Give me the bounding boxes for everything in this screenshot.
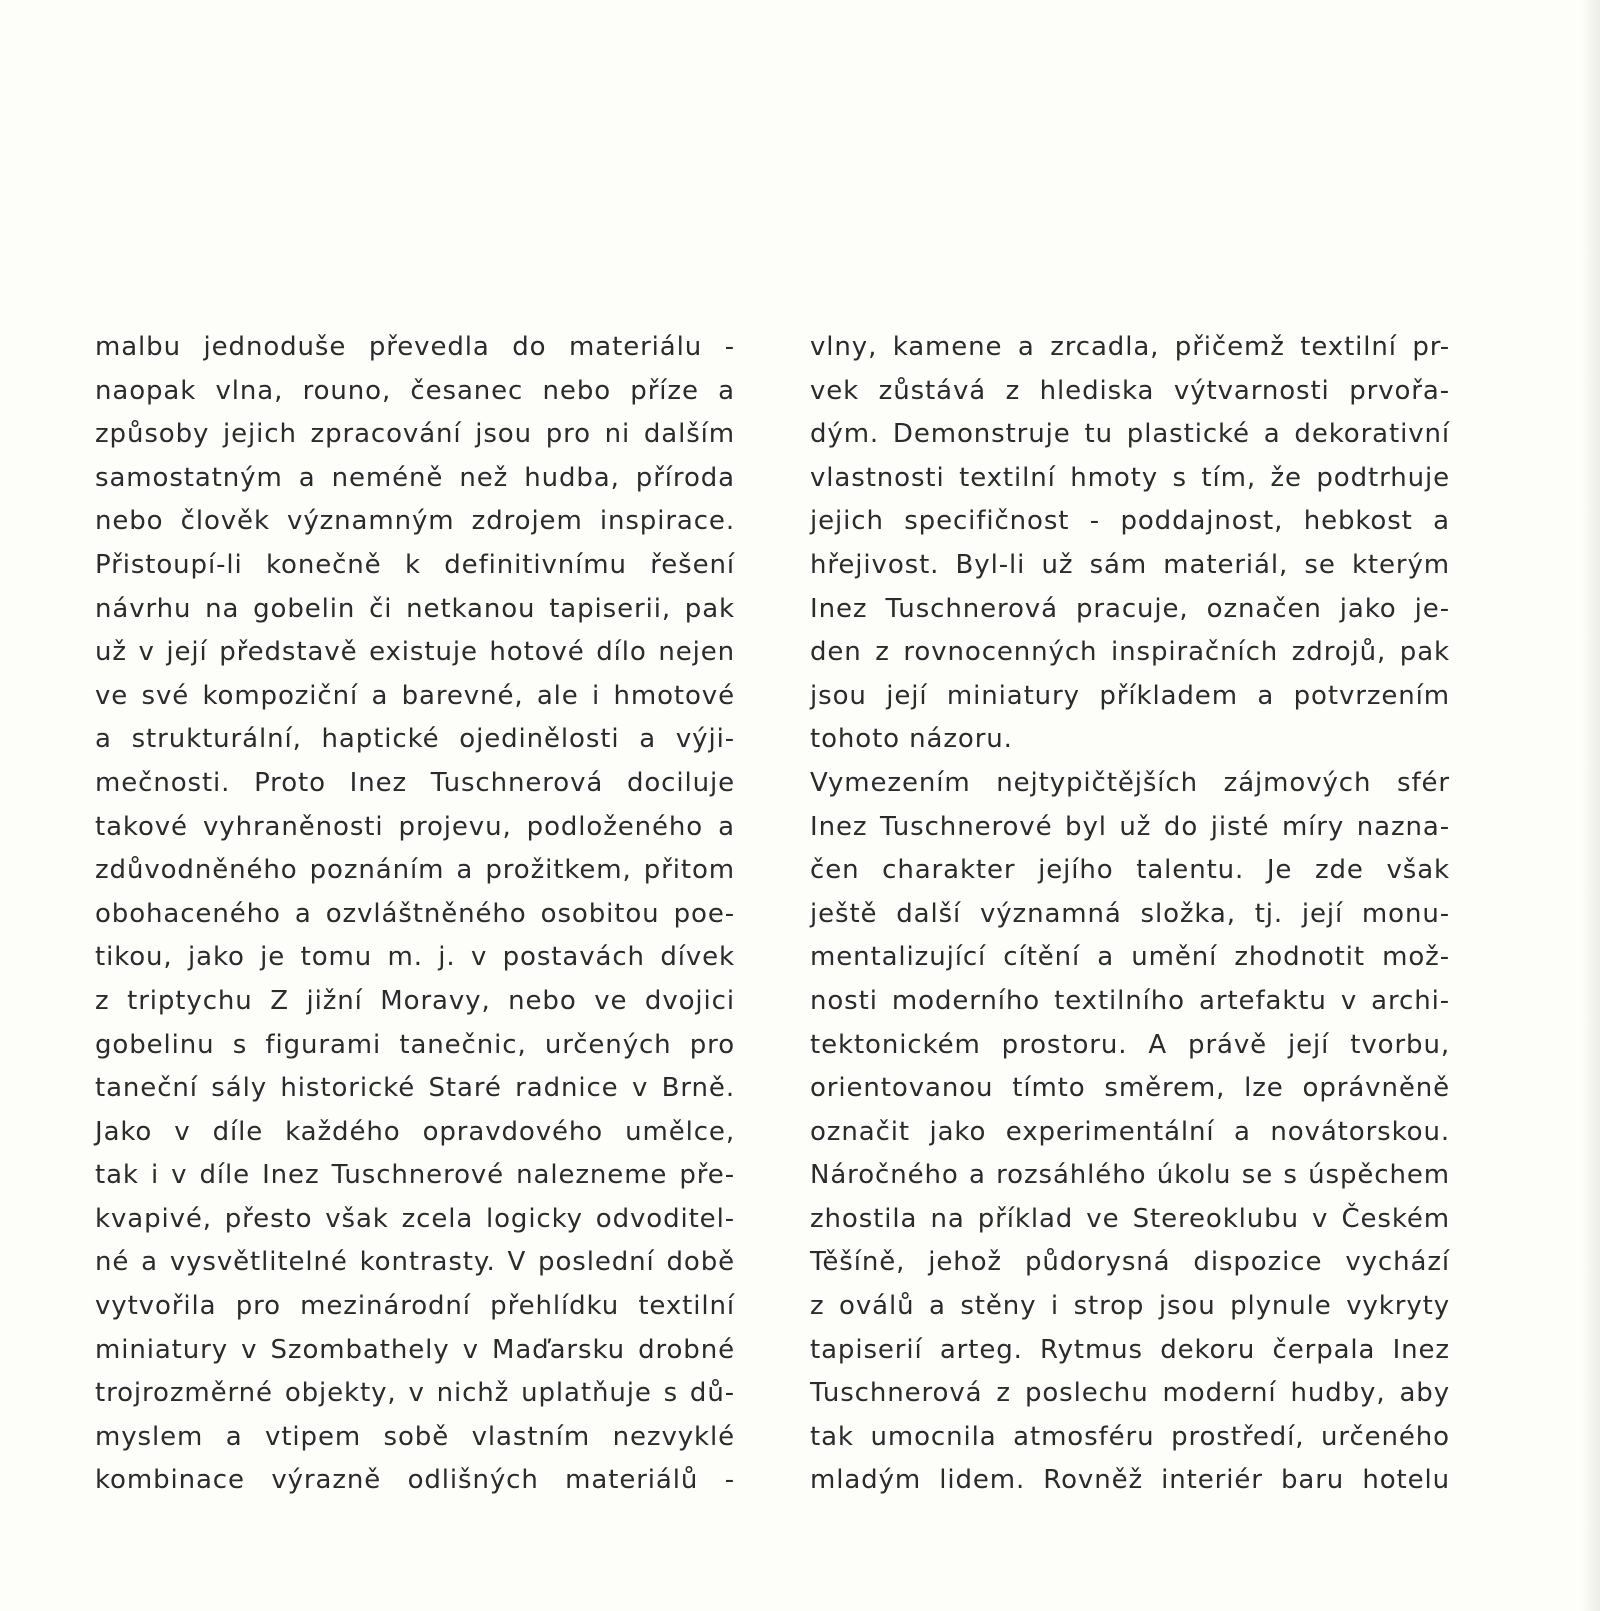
text-line: čen charakter jejího talentu. Je zde však bbox=[810, 855, 1450, 886]
text-line: Těšíně, jehož půdorysná dispozice vychází bbox=[810, 1247, 1450, 1278]
text-line: jejich specifičnost - poddajnost, hebkost a bbox=[810, 506, 1450, 537]
text-line: označit jako experimentální a novátorskou. bbox=[810, 1116, 1450, 1147]
text-line: orientovanou tímto směrem, lze oprávněně bbox=[810, 1073, 1450, 1104]
text-line: takové vyhraněnosti projevu, podloženého a bbox=[95, 811, 735, 842]
text-line: tikou, jako je tomu m. j. v postavách dívek bbox=[95, 942, 735, 973]
text-line: né a vysvětlitelné kontrasty. V poslední době bbox=[95, 1247, 735, 1278]
text-line: vek zůstává z hlediska výtvarnosti prvořa- bbox=[810, 375, 1450, 406]
text-line: tak i v díle Inez Tuschnerové nalezneme pře- bbox=[95, 1160, 735, 1191]
text-line: taneční sály historické Staré radnice v Brně. bbox=[95, 1073, 735, 1104]
text-line: vlastnosti textilní hmoty s tím, že podtrhuje bbox=[810, 462, 1450, 493]
text-line: mladým lidem. Rovněž interiér baru hotelu bbox=[810, 1465, 1450, 1496]
text-line: nosti moderního textilního artefaktu v archi- bbox=[810, 985, 1450, 1016]
text-line: Vymezením nejtypičtějších zájmových sfér bbox=[810, 767, 1450, 798]
text-column-right bbox=[810, 326, 1450, 1503]
text-line: Přistoupí-li konečně k definitivnímu řešení bbox=[95, 549, 735, 580]
text-line: myslem a vtipem sobě vlastním nezvyklé bbox=[95, 1421, 735, 1452]
text-line: Tuschnerová z poslechu moderní hudby, aby bbox=[810, 1378, 1450, 1409]
text-line: gobelinu s figurami tanečnic, určených pro bbox=[95, 1029, 735, 1060]
text-line: hřejivost. Byl-li už sám materiál, se kterým bbox=[810, 549, 1450, 580]
text-line: a strukturální, haptické ojedinělosti a výji- bbox=[95, 724, 735, 755]
text-line: tohoto názoru. bbox=[810, 724, 1013, 755]
text-line: tak umocnila atmosféru prostředí, určeného bbox=[810, 1421, 1450, 1452]
text-line: už v její představě existuje hotové dílo nejen bbox=[95, 637, 735, 668]
text-line: tapiserií arteg. Rytmus dekoru čerpala Inez bbox=[810, 1334, 1450, 1365]
text-line: ve své kompoziční a barevné, ale i hmotové bbox=[95, 680, 735, 711]
text-line: zdůvodněného poznáním a prožitkem, přitom bbox=[95, 855, 735, 886]
text-line: jsou její miniatury příkladem a potvrzením bbox=[810, 680, 1450, 711]
text-line: trojrozměrné objekty, v nichž uplatňuje s dů- bbox=[95, 1378, 735, 1409]
text-line: návrhu na gobelin či netkanou tapiserii, pak bbox=[95, 593, 735, 624]
text-line: mečnosti. Proto Inez Tuschnerová dociluje bbox=[95, 767, 735, 798]
text-line: Inez Tuschnerová pracuje, označen jako je- bbox=[810, 593, 1450, 624]
text-line: den z rovnocenných inspiračních zdrojů, pak bbox=[810, 637, 1450, 668]
text-line: Náročného a rozsáhlého úkolu se s úspěchem bbox=[810, 1160, 1450, 1191]
text-line: nebo člověk významným zdrojem inspirace. bbox=[95, 506, 735, 537]
page-edge-shadow bbox=[1582, 0, 1600, 1611]
text-line: ještě další významná složka, tj. její monu- bbox=[810, 898, 1450, 929]
text-line: vlny, kamene a zrcadla, přičemž textilní pr- bbox=[810, 332, 1450, 362]
text-line: způsoby jejich zpracování jsou pro ni dalším bbox=[95, 419, 735, 450]
text-line: samostatným a neméně než hudba, příroda bbox=[95, 462, 735, 493]
text-line: tektonickém prostoru. A právě její tvorbu, bbox=[810, 1029, 1450, 1060]
text-line: vytvořila pro mezinárodní přehlídku textilní bbox=[95, 1291, 735, 1322]
text-line: mentalizující cítění a umění zhodnotit mož- bbox=[810, 942, 1450, 973]
text-line: kombinace výrazně odlišných materiálů - bbox=[95, 1465, 735, 1496]
text-line: Jako v díle každého opravdového umělce, bbox=[95, 1116, 735, 1147]
text-line: kvapivé, přesto však zcela logicky odvoditel- bbox=[95, 1203, 735, 1234]
text-line: naopak vlna, rouno, česanec nebo příze a bbox=[95, 375, 735, 406]
text-line: malbu jednoduše převedla do materiálu - bbox=[95, 332, 735, 362]
text-line: z triptychu Z jižní Moravy, nebo ve dvojici bbox=[95, 985, 735, 1016]
text-line: zhostila na příklad ve Stereoklubu v Českém bbox=[810, 1203, 1450, 1234]
text-line: z oválů a stěny i strop jsou plynule vykryty bbox=[810, 1291, 1450, 1322]
text-column-left bbox=[95, 326, 735, 1503]
text-line: Inez Tuschnerové byl už do jisté míry nazna- bbox=[810, 811, 1450, 842]
text-line: miniatury v Szombathely v Maďarsku drobné bbox=[95, 1334, 735, 1365]
text-line: dým. Demonstruje tu plastické a dekorativní bbox=[810, 419, 1450, 450]
text-line: obohaceného a ozvláštněného osobitou poe- bbox=[95, 898, 735, 929]
